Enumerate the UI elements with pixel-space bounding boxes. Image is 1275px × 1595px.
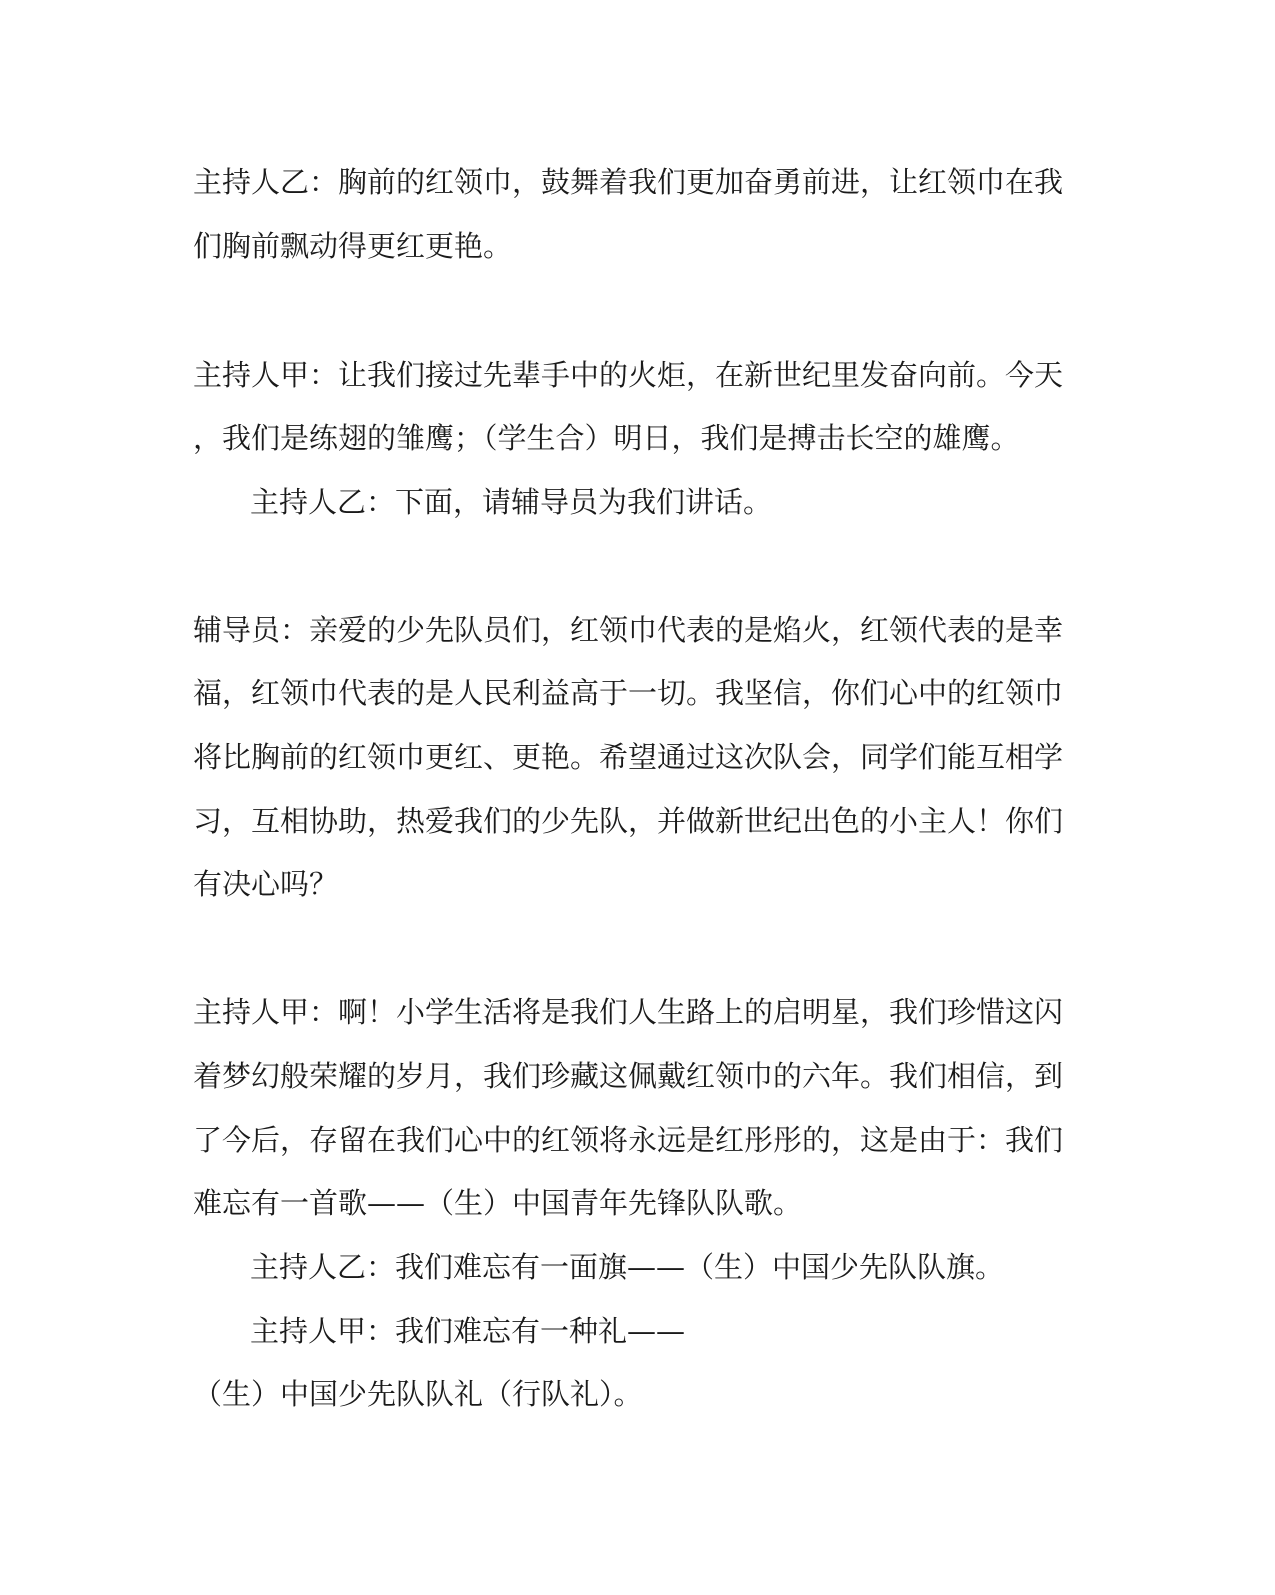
text-line: 了今后，存留在我们心中的红领将永远是红彤彤的，这是由于：我们	[193, 1123, 1064, 1157]
text-line: 主持人乙：我们难忘有一面旗——（生）中国少先队队旗。	[250, 1250, 1005, 1284]
text-line: 主持人甲：啊！小学生活将是我们人生路上的启明星，我们珍惜这闪	[193, 995, 1064, 1029]
text-line: 难忘有一首歌——（生）中国青年先锋队队歌。	[193, 1186, 803, 1220]
text-line: 们胸前飘动得更红更艳。	[193, 229, 513, 263]
text-line: 有决心吗？	[193, 867, 339, 901]
text-line: 习，互相协助，热爱我们的少先队，并做新世纪出色的小主人！你们	[193, 804, 1064, 838]
text-line: 辅导员：亲爱的少先队员们，红领巾代表的是焰火，红领代表的是幸	[193, 613, 1064, 647]
text-line: 将比胸前的红领巾更红、更艳。希望通过这次队会，同学们能互相学	[193, 740, 1064, 774]
text-line: 着梦幻般荣耀的岁月，我们珍藏这佩戴红领巾的六年。我们相信，到	[193, 1059, 1064, 1093]
text-line: ，我们是练翅的雏鹰；（学生合）明日，我们是搏击长空的雄鹰。	[193, 421, 1020, 455]
text-line: 主持人乙：胸前的红领巾，鼓舞着我们更加奋勇前进，让红领巾在我	[193, 165, 1064, 199]
text-line: 主持人甲：我们难忘有一种礼——	[250, 1314, 686, 1348]
text-line: 主持人乙：下面，请辅导员为我们讲话。	[250, 485, 773, 519]
text-line: 主持人甲：让我们接过先辈手中的火炬，在新世纪里发奋向前。今天	[193, 358, 1064, 392]
text-line: 福，红领巾代表的是人民利益高于一切。我坚信，你们心中的红领巾	[193, 676, 1064, 710]
text-line: （生）中国少先队队礼（行队礼）。	[193, 1377, 643, 1411]
